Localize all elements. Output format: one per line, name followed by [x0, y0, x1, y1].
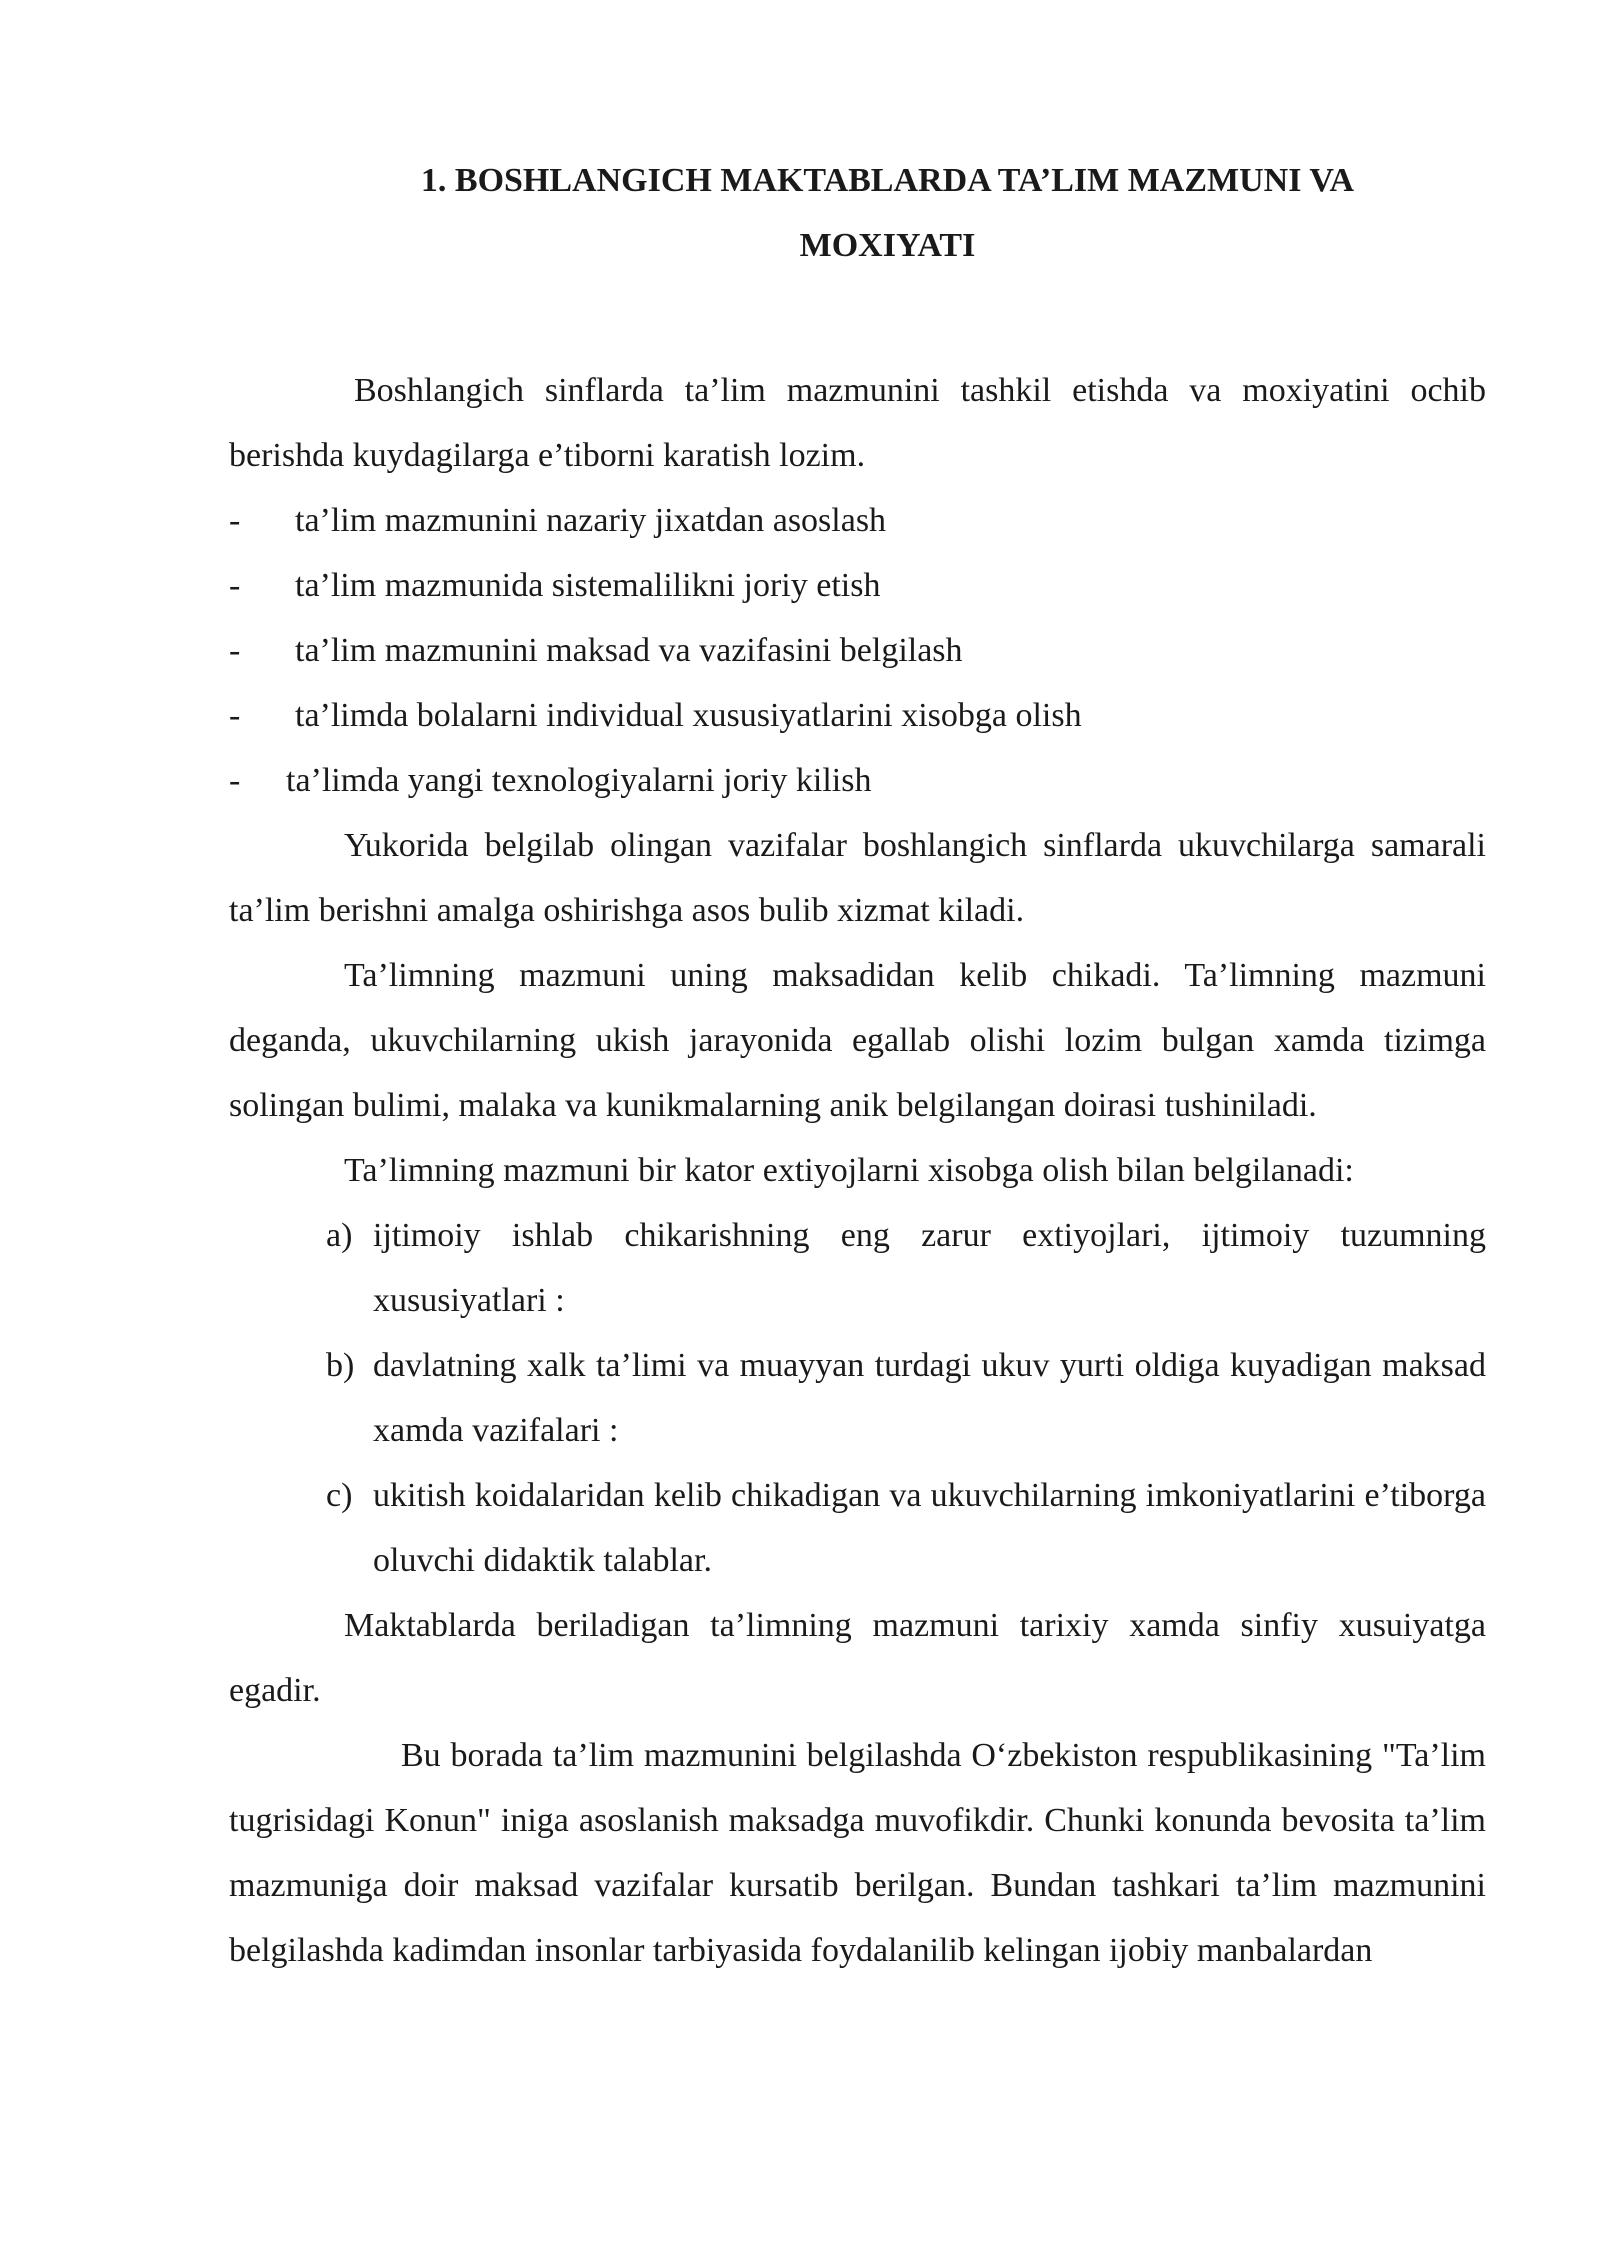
- list-item-text: ta’limda yangi texnologiyalarni joriy kilish: [286, 762, 872, 799]
- document-page: [229, 148, 1486, 1983]
- list-item-text: ta’lim mazmunini maksad va vazifasini belgilash: [295, 632, 963, 669]
- list-item: [229, 488, 1486, 553]
- list-item-text: ta’lim mazmunida sistemalilikni joriy etish: [295, 567, 881, 604]
- needs-paragraph: Ta’limning mazmuni bir kator extiyojlarni xisobga olish bilan belgilanadi:: [344, 1152, 1354, 1189]
- letter-marker: c): [326, 1477, 353, 1514]
- list-item: [229, 618, 1486, 683]
- title-line-2: MOXIYATI: [799, 227, 976, 264]
- lettered-list: [229, 1203, 1486, 1593]
- list-item-text: ta’limda bolalarni individual xususiyatlarini xisobga olish: [295, 697, 1082, 734]
- dash-list: [229, 488, 1486, 813]
- dash-marker: -: [229, 762, 241, 799]
- list-item-text: ukitish koidalaridan kelib chikadigan va ukuvchilarning imkoniyatlarini e’tiborga oluvchi didaktik talablar.: [373, 1477, 1486, 1579]
- list-item: [229, 683, 1486, 748]
- list-item: [229, 1463, 1486, 1593]
- list-item-text: davlatning xalk ta’limi va muayyan turdagi ukuv yurti oldiga kuyadigan maksad xamda vazifalari :: [373, 1347, 1486, 1449]
- title-spacer: [229, 278, 1486, 358]
- list-item: [229, 553, 1486, 618]
- list-item: [229, 748, 1486, 813]
- dash-marker: -: [229, 502, 241, 539]
- list-item-text: ta’lim mazmunini nazariy jixatdan asoslash: [295, 502, 887, 539]
- dash-marker: -: [229, 697, 241, 734]
- letter-marker: b): [326, 1347, 355, 1384]
- list-item: [229, 1333, 1486, 1463]
- document-title: [229, 148, 1486, 278]
- title-line-1: 1. BOSHLANGICH MAKTABLARDA TA’LIM MAZMUNI VA: [420, 162, 1355, 199]
- dash-marker: -: [229, 567, 241, 604]
- law-paragraph: Bu borada ta’lim mazmunini belgilashda O‘zbekiston respublikasining "Ta’lim tugrisidagi Konun" iniga asoslanish maksadga muvofikdir. Chunki konunda bevosita ta’lim mazmuniga doir maksad vazifalar kursatib berilgan. Bundan tashkari ta’lim mazmunini belgilashda kadimdan insonlar tarbiyasida foydalanilib kelingan ijobiy manbalardan: [229, 1737, 1486, 1969]
- dash-marker: -: [229, 632, 241, 669]
- tasks-paragraph: Yukorida belgilab olingan vazifalar boshlangich sinflarda ukuvchilarga samarali ta’lim berishni amalga oshirishga asos bulib xizmat kiladi.: [229, 827, 1486, 929]
- intro-paragraph: Boshlangich sinflarda ta’lim mazmunini tashkil etishda va moxiyatini ochib berishda kuydagilarga e’tiborni karatish lozim.: [229, 372, 1486, 474]
- list-item-text: ijtimoiy ishlab chikarishning eng zarur extiyojlari, ijtimoiy tuzumning xususiyatlari :: [373, 1217, 1486, 1319]
- letter-marker: a): [326, 1217, 353, 1254]
- schools-paragraph: Maktablarda beriladigan ta’limning mazmuni tarixiy xamda sinfiy xusuiyatga egadir.: [229, 1607, 1486, 1709]
- content-paragraph: Ta’limning mazmuni uning maksadidan kelib chikadi. Ta’limning mazmuni deganda, ukuvchilarning ukish jarayonida egallab olishi lozim bulgan xamda tizimga solingan bulimi, malaka va kunikmalarning anik belgilangan doirasi tushiniladi.: [229, 957, 1486, 1124]
- list-item: [229, 1203, 1486, 1333]
